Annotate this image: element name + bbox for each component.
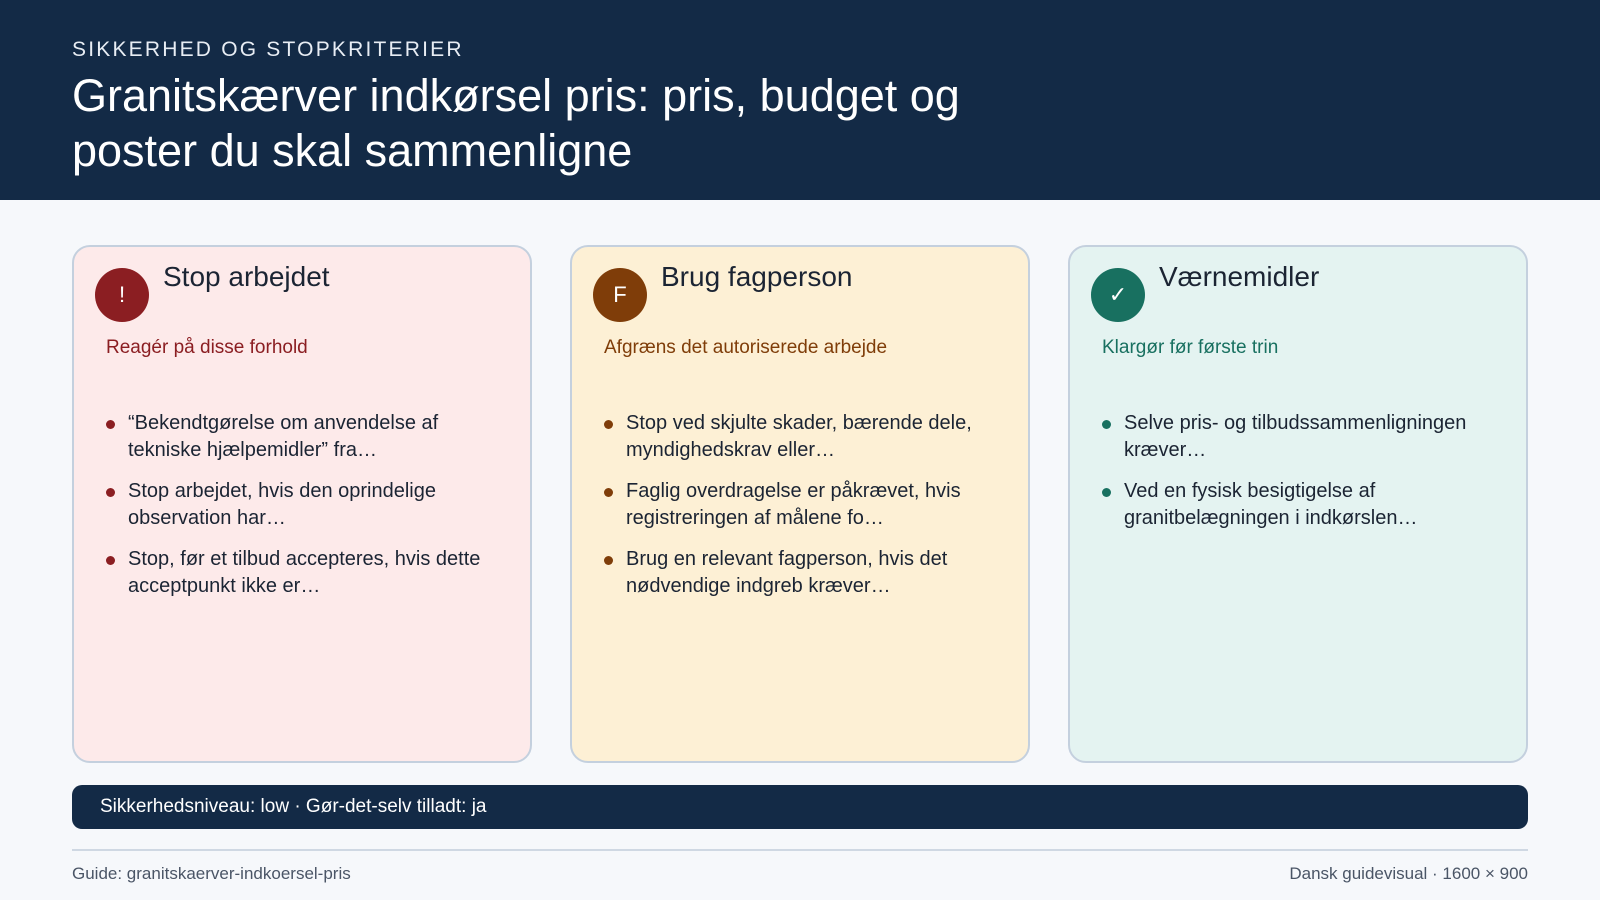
list-item-text: Stop arbejdet, hvis den oprindelige observation har… [128,480,436,529]
exclamation-icon: ! [95,268,149,322]
card-subtitle: Reagér på disse forhold [106,337,308,358]
header-banner [0,0,1600,200]
bullet-dot-icon [106,420,115,429]
list-item [1100,410,1500,464]
checkmark-icon: ✓ [1091,268,1145,322]
bullet-dot-icon [106,488,115,497]
card-stop-work [72,245,532,763]
bullet-dot-icon [106,556,115,565]
card-subtitle: Afgræns det autoriserede arbejde [604,337,888,358]
list-item [602,410,1002,464]
bullet-dot-icon [604,488,613,497]
card-title: Værnemidler [1159,261,1320,292]
card-title: Stop arbejdet [163,261,330,292]
section-eyebrow: SIKKERHED OG STOPKRITERIER [72,38,464,61]
bullet-list [1100,410,1500,546]
page-title: Granitskærver indkørsel pris: pris, budget og poster du skal sammenligne [72,70,960,176]
list-item-text: Stop, før et tilbud accepteres, hvis dette acceptpunkt ikke er… [128,548,481,597]
safety-status-text: Sikkerhedsniveau: low · Gør-det-selv tilladt: ja [100,796,487,817]
bullet-list [104,410,504,614]
safety-status-bar [72,785,1528,829]
card-title: Brug fagperson [661,261,853,292]
footer-format-label: Dansk guidevisual · 1600 × 900 [1289,864,1528,883]
list-item [602,478,1002,532]
footer-divider [72,849,1528,851]
bullet-dot-icon [604,420,613,429]
bullet-dot-icon [1102,488,1111,497]
card-protective-equipment [1068,245,1528,763]
list-item [104,546,504,600]
list-item-text: Selve pris- og tilbudssammenligningen kræver… [1124,412,1467,461]
letter-f-icon: F [593,268,647,322]
list-item [602,546,1002,600]
list-item-text: Brug en relevant fagperson, hvis det nødvendige indgreb kræver… [626,548,948,597]
list-item-text: Ved en fysisk besigtigelse af granitbelægningen i indkørslen… [1124,480,1418,529]
bullet-dot-icon [1102,420,1111,429]
card-subtitle: Klargør før første trin [1102,337,1279,358]
footer-guide-label: Guide: granitskaerver-indkoersel-pris [72,864,351,883]
bullet-dot-icon [604,556,613,565]
list-item-text: Stop ved skjulte skader, bærende dele, myndighedskrav eller… [626,412,972,461]
list-item [104,410,504,464]
list-item [1100,478,1500,532]
bullet-list [602,410,1002,614]
card-use-professional [570,245,1030,763]
list-item [104,478,504,532]
list-item-text: “Bekendtgørelse om anvendelse af tekniske hjælpemidler” fra… [128,412,439,461]
list-item-text: Faglig overdragelse er påkrævet, hvis registreringen af målene fo… [626,480,961,529]
